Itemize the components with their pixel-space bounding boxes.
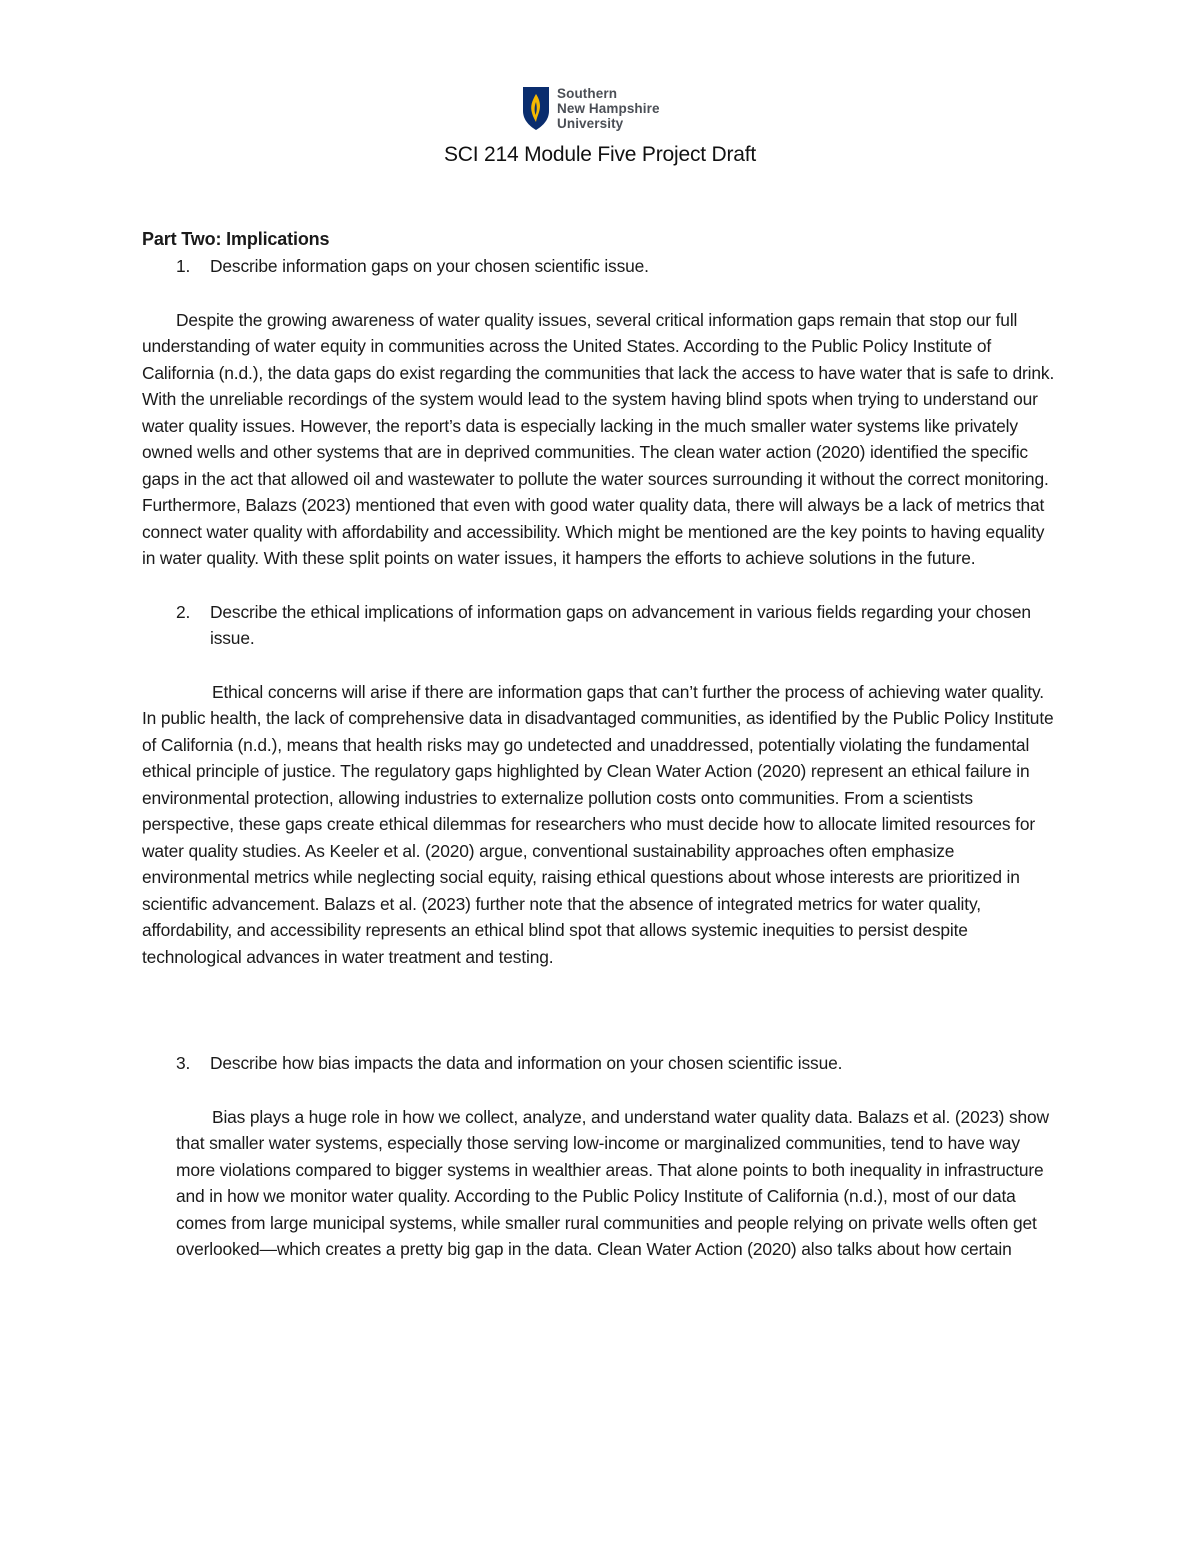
question-prompt: Describe information gaps on your chosen scientific issue. [210,256,649,276]
logo-line-2: New Hampshire [557,100,660,116]
answer-3 [142,1104,1062,1263]
answer-1: Despite the growing awareness of water quality issues, several critical information gaps remain that stop our full understanding of water equity in communities across the United States. According to the Public Policy Institute of California (n.d.), the data gaps do exist regarding the communities that lack the access to have water that is safe to drink. With the unreliable recordings of the system would lead to the system having blind spots when trying to understand our water quality issues. However, the report’s data is especially lacking in the much smaller water systems like privately owned wells and other systems that are in deprived communities. The clean water action (2020) identified the specific gaps in the act that allowed oil and wastewater to pollute the water sources surrounding it without the correct monitoring. Furthermore, Balazs (2023) mentioned that even with good water quality data, there will always be a lack of metrics that connect water quality with affordability and accessibility. Which might be mentioned are the key points to having equality in water quality. With these split points on water issues, it hampers the efforts to achieve solutions in the future. [142,309,1055,568]
document-body [142,225,1062,1263]
snhu-logo [521,84,660,132]
snhu-shield-icon [521,85,551,131]
question-3 [142,1050,1062,1077]
logo-wordmark [557,86,660,131]
question-prompt: Describe how bias impacts the data and information on your chosen scientific issue. [210,1053,843,1073]
question-number: 1. [176,256,191,276]
answer-3-text: Bias plays a huge role in how we collect, analyze, and understand water quality data. Balazs et al. (2023) show that smaller water systems, especially those serving low-income or marginalized communities, tend to have way more violations compared to bigger systems in wealthier areas. That alone points to both inequality in infrastructure and in how we monitor water quality. According to the Public Policy Institute of California (n.d.), most of our data comes from large municipal systems, while smaller rural communities and people relying on private wells often get overlooked—which creates a pretty big gap in the data. Clean Water Action (2020) also talks about how certain [176,1106,1049,1259]
question-number: 3. [176,1053,191,1073]
document-title: SCI 214 Module Five Project Draft [443,143,757,166]
question-1 [142,253,1062,280]
question-number: 2. [176,601,191,622]
logo-line-3: University [557,115,624,131]
part-heading: Part Two: Implications [142,229,330,249]
answer-2: Ethical concerns will arise if there are information gaps that can’t further the process of achieving water quality. In public health, the lack of comprehensive data in disadvantaged communities, as identified by the Public Policy Institute of California (n.d.), means that health risks may go undetected and unaddressed, potentially violating the fundamental ethical principle of justice. The regulatory gaps highlighted by Clean Water Action (2020) represent an ethical failure in environmental protection, allowing industries to externalize pollution costs onto communities. From a scientists perspective, these gaps create ethical dilemmas for researchers who must decide how to allocate limited resources for water quality studies. As Keeler et al. (2020) argue, conventional sustainability approaches often emphasize environmental metrics while neglecting social equity, raising ethical questions about whose interests are prioritized in scientific advancement. Balazs et al. (2023) further note that the absence of integrated metrics for water quality, affordability, and accessibility represents an ethical blind spot that allows systemic inequities to persist despite technological advances in water treatment and testing. [142,681,1054,967]
question-2 [142,599,1062,652]
logo-line-1: Southern [557,85,618,101]
question-prompt: Describe the ethical implications of information gaps on advancement in various fields regarding your chosen issue. [210,601,1031,648]
